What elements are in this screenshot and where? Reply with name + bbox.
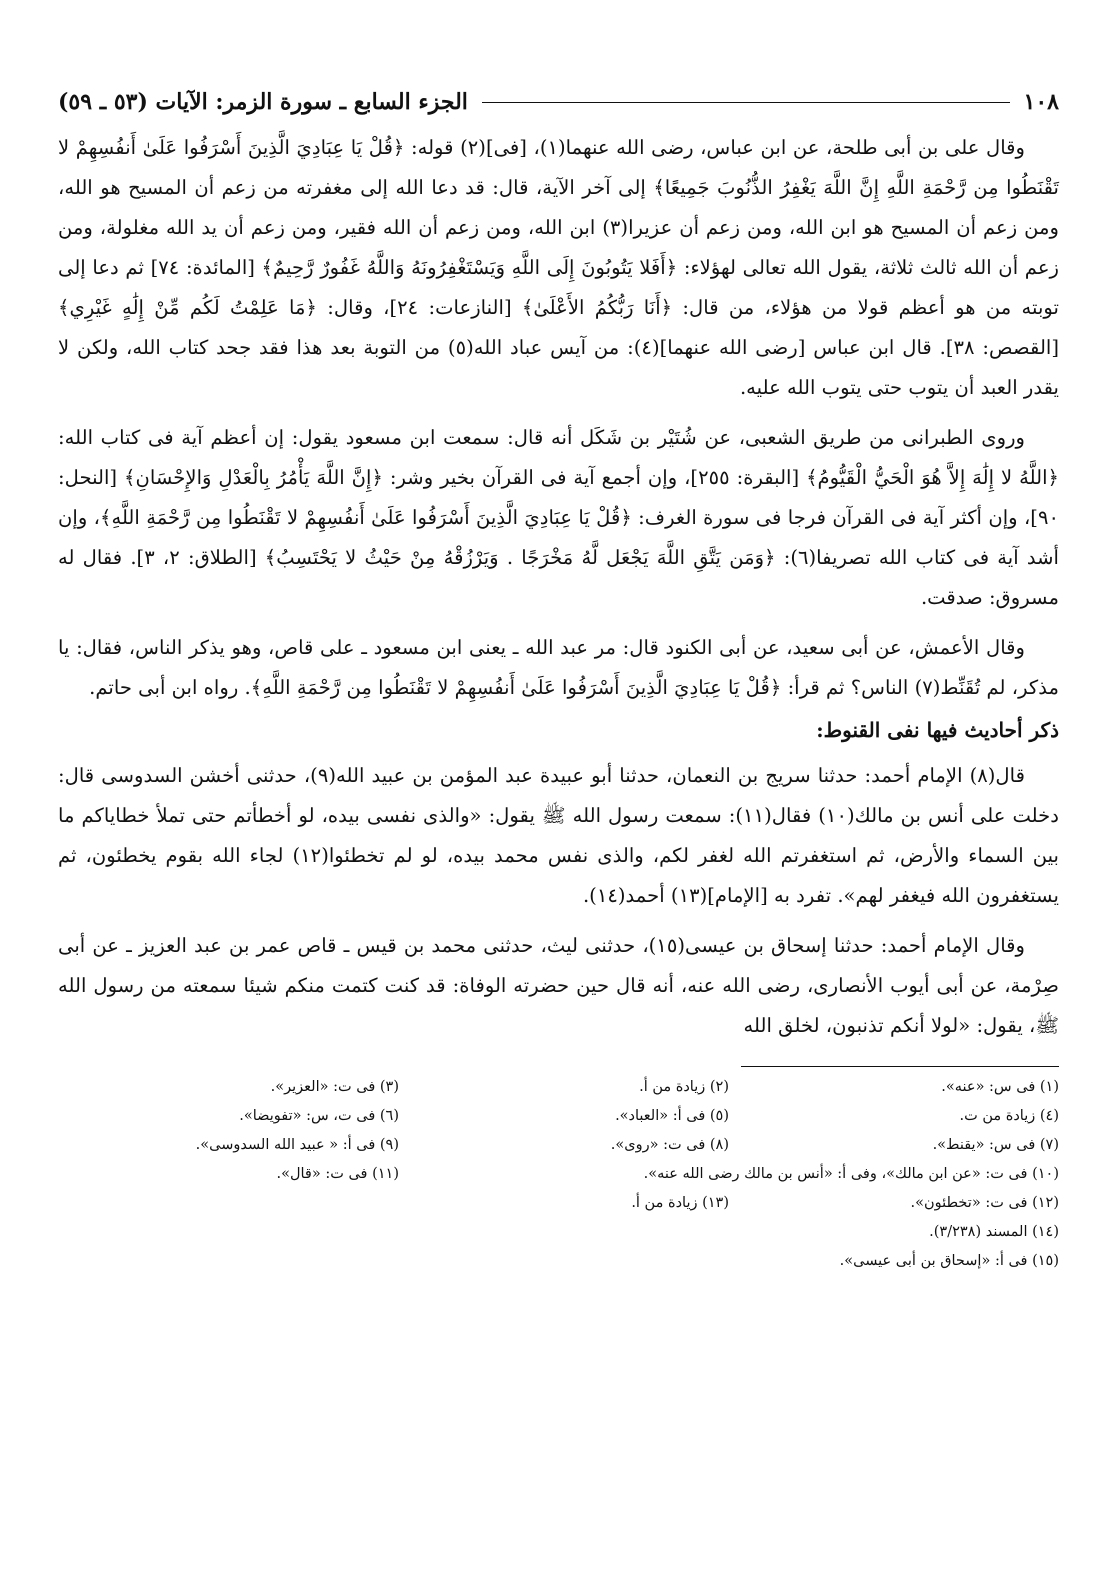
footnotes (58, 1073, 1059, 1276)
page-number: ١٠٨ (1023, 89, 1059, 115)
paragraph-tabarani: وروى الطبرانى من طريق الشعبى، عن شُتَيْر بن شَكَل أنه قال: سمعت ابن مسعود يقول: إن أعظم آية فى كتاب الله: ﴿اللَّهُ لا إِلَٰهَ إِلاَّ هُوَ الْحَيُّ الْقَيُّومُ﴾ [البقرة: ٢٥٥]، وإن أجمع آية فى القرآن بخير وشر: ﴿إِنَّ اللَّهَ يَأْمُرُ بِالْعَدْلِ وَالإِحْسَانِ﴾ [النحل: ٩٠]، وإن أكثر آية فى القرآن فرجا فى سورة الغرف: ﴿قُلْ يَا عِبَادِيَ الَّذِينَ أَسْرَفُوا عَلَىٰ أَنفُسِهِمْ لا تَقْنَطُوا مِن رَّحْمَةِ اللَّهِ﴾، وإن أشد آية فى كتاب الله تصريفا(٦): ﴿وَمَن يَتَّقِ اللَّهَ يَجْعَل لَّهُ مَخْرَجًا . وَيَرْزُقْهُ مِنْ حَيْثُ لا يَحْتَسِبُ﴾ [الطلاق: ٢، ٣]. فقال له مسروق: صدقت. (58, 426, 1059, 609)
footnote-1: (١) فى س: «عنه». (941, 1079, 1059, 1095)
footnote-11: (١١) فى ت: «قال». (276, 1166, 399, 1182)
main-text-continued (58, 756, 1059, 1046)
footnote-9: (٩) فى أ: « عبيد الله السدوسى». (195, 1137, 399, 1153)
footnote-14: (١٤) المسند (٣/٢٣٨). (929, 1224, 1059, 1240)
main-text (58, 128, 1059, 708)
running-header (58, 84, 1059, 120)
footnote-row (58, 1102, 1059, 1131)
footnote-4: (٤) زيادة من ت. (959, 1108, 1059, 1124)
section-heading: ذكر أحاديث فيها نفى القنوط: (816, 718, 1059, 742)
footnote-10: (١٠) فى ت: «عن ابن مالك»، وفى أ: «أنس بن مالك رضى الله عنه». (643, 1166, 1059, 1182)
paragraph-ibn-abbas: وقال على بن أبى طلحة، عن ابن عباس، رضى الله عنهما(١)، [فى](٢) قوله: ﴿قُلْ يَا عِبَادِيَ الَّذِينَ أَسْرَفُوا عَلَىٰ أَنفُسِهِمْ لا تَقْنَطُوا مِن رَّحْمَةِ اللَّهِ إِنَّ اللَّهَ يَغْفِرُ الذُّنُوبَ جَمِيعًا﴾ إلى آخر الآية، قال: قد دعا الله إلى مغفرته من زعم أن المسيح هو الله، ومن زعم أن المسيح هو ابن الله، ومن زعم أن عزيرا(٣) ابن الله، ومن زعم أن الله فقير، ومن زعم أن يد الله مغلولة، ومن زعم أن الله ثالث ثلاثة، يقول الله تعالى لهؤلاء: ﴿أَفَلا يَتُوبُونَ إِلَى اللَّهِ وَيَسْتَغْفِرُونَهُ وَاللَّهُ غَفُورٌ رَّحِيمٌ﴾ [المائدة: ٧٤] ثم دعا إلى توبته من هو أعظم قولا من هؤلاء، من قال: ﴿أَنَا رَبُّكُمُ الأَعْلَىٰ﴾ [النازعات: ٢٤]، وقال: ﴿مَا عَلِمْتُ لَكُم مِّنْ إِلَٰهٍ غَيْرِي﴾ [القصص: ٣٨]. قال ابن عباس [رضى الله عنهما](٤): من آيس عباد الله(٥) من التوبة بعد هذا فقد جحد كتاب الله، ولكن لا يقدر العبد أن يتوب حتى يتوب الله عليه. (58, 136, 1059, 399)
running-title: الجزء السابع ـ سورة الزمر: الآيات (٥٣ ـ ٥٩) (58, 89, 468, 115)
footnote-15: (١٥) فى أ: «إسحاق بن أبى عيسى». (839, 1253, 1059, 1269)
footnote-5: (٥) فى أ: «العباد». (615, 1108, 729, 1124)
header-rule (482, 102, 1010, 103)
footnote-7: (٧) فى س: «يقنط». (932, 1137, 1059, 1153)
paragraph-ahmad-1: قال(٨) الإمام أحمد: حدثنا سريج بن النعمان، حدثنا أبو عبيدة عبد المؤمن بن عبيد الله(٩)، حدثنى أخشن السدوسى قال: دخلت على أنس بن مالك(١٠) فقال(١١): سمعت رسول الله ﷺ يقول: «والذى نفسى بيده، لو أخطأتم حتى تملأ خطاياكم ما بين السماء والأرض، ثم استغفرتم الله لغفر لكم، والذى نفس محمد بيده، لو لم تخطئوا(١٢) لجاء الله بقوم يخطئون، ثم يستغفرون الله فيغفر لهم». تفرد به [الإمام](١٣) أحمد(١٤). (58, 764, 1060, 907)
footnote-2: (٢) زيادة من أ. (639, 1079, 729, 1095)
footnote-row (58, 1189, 1059, 1218)
paragraph-ahmad-2: وقال الإمام أحمد: حدثنا إسحاق بن عيسى(١٥)، حدثنى ليث، حدثنى محمد بن قيس ـ قاص عمر بن عبد العزيز ـ عن أبى صِرْمة، عن أبى أيوب الأنصارى، رضى الله عنه، أنه قال حين حضرته الوفاة: قد كنت كتمت منكم شيئا سمعته من رسول الله ﷺ، يقول: «لولا أنكم تذنبون، لخلق الله (58, 934, 1059, 1037)
paragraph-amash: وقال الأعمش، عن أبى سعيد، عن أبى الكنود قال: مر عبد الله ـ يعنى ابن مسعود ـ على قاص، وهو يذكر الناس، فقال: يا مذكر، لم تُقَنِّط(٧) الناس؟ ثم قرأ: ﴿قُلْ يَا عِبَادِيَ الَّذِينَ أَسْرَفُوا عَلَىٰ أَنفُسِهِمْ لا تَقْنَطُوا مِن رَّحْمَةِ اللَّهِ﴾. رواه ابن أبى حاتم. (58, 636, 1059, 699)
footnote-12: (١٢) فى ت: «تخطئون». (910, 1195, 1059, 1211)
footnote-8: (٨) فى ت: «روى». (610, 1137, 729, 1153)
footnote-6: (٦) فى ت، س: «تفويضا». (239, 1108, 399, 1124)
footnote-row (58, 1131, 1059, 1160)
footnote-13: (١٣) زيادة من أ. (631, 1195, 729, 1211)
footnote-divider (741, 1066, 1059, 1067)
footnote-row (58, 1073, 1059, 1102)
footnote-row (58, 1160, 1059, 1189)
footnote-3: (٣) فى ت: «العزير». (270, 1079, 399, 1095)
